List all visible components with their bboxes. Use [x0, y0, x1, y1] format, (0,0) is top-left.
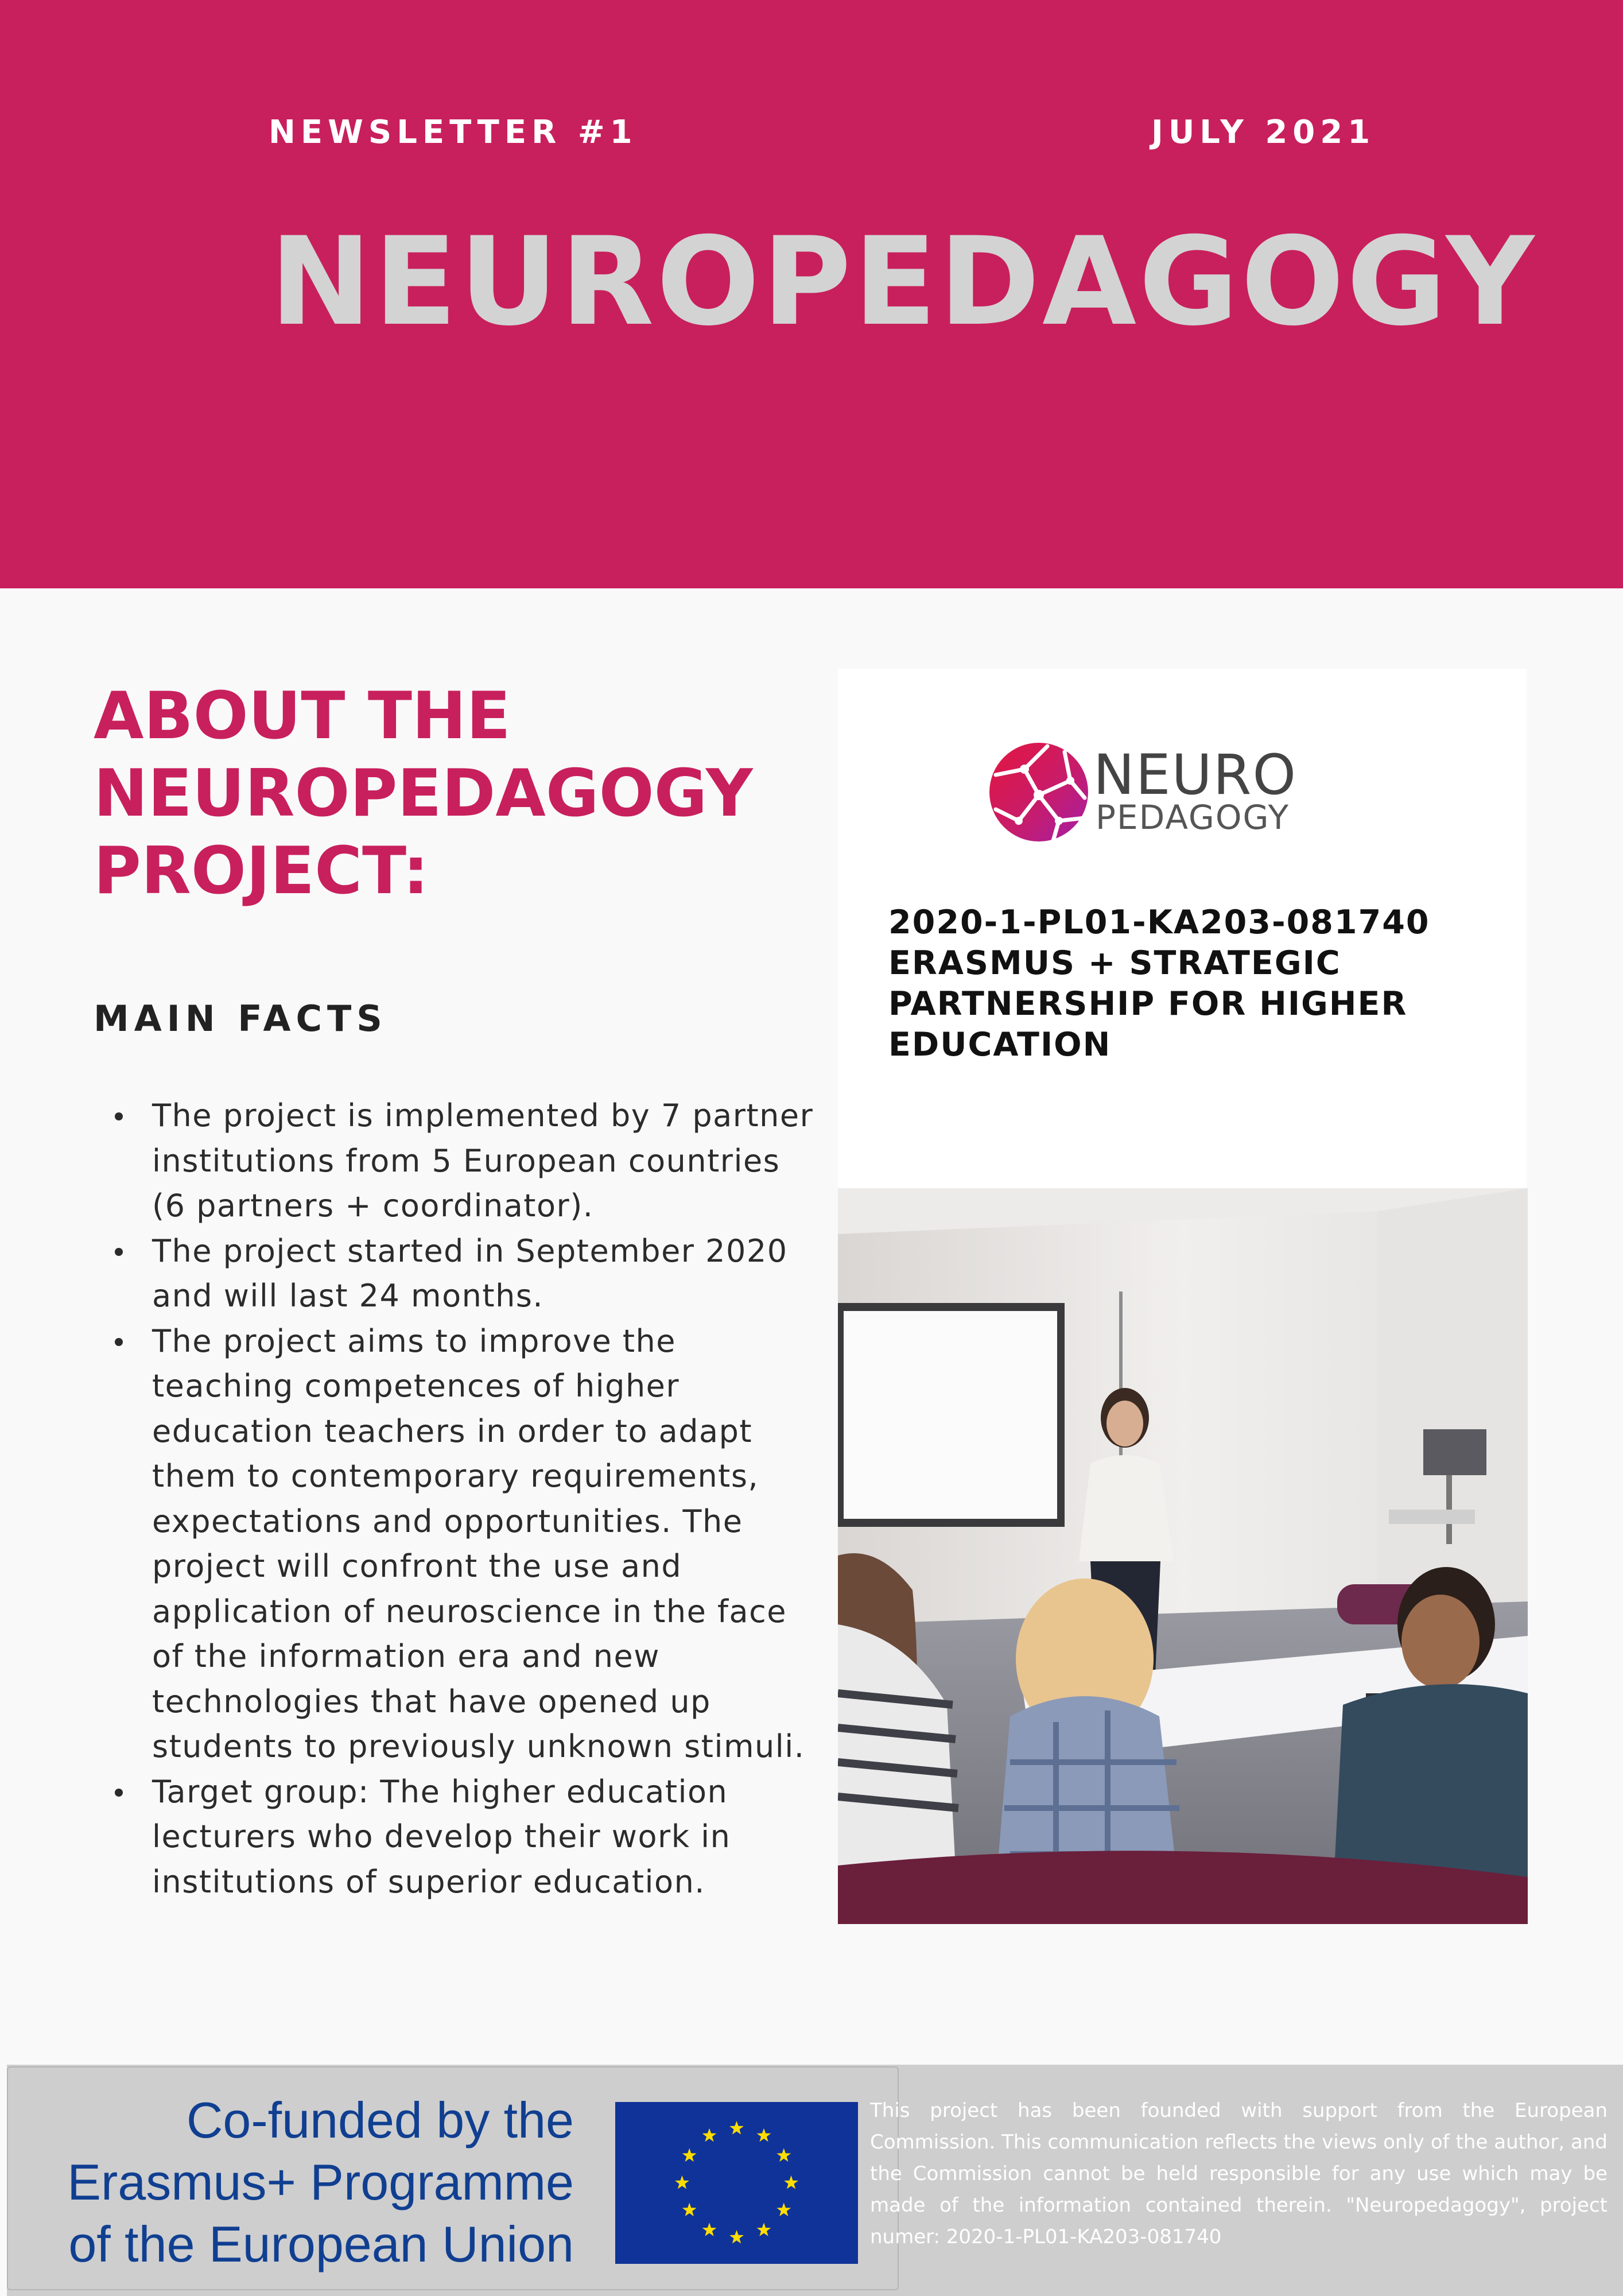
- disclaimer-text: This project has been founded with support from the European Commission. This communication reflects the views only of the author, and the Commission cannot be held responsible for any use which may be made of the information contained therein. "Neuropedagogy", project numer: 2020-1-PL01-KA203-081740: [870, 2099, 1608, 2248]
- main-facts-heading: MAIN FACTS: [94, 998, 387, 1040]
- main-facts-list: [115, 1093, 821, 1905]
- about-heading-line-2: NEUROPEDAGOGY: [94, 755, 753, 831]
- classroom-illustration: [838, 1188, 1528, 1924]
- page-title: NEUROPEDAGOGY: [270, 211, 1537, 352]
- logo-word-pedagogy: PEDAGOGY: [1096, 798, 1290, 837]
- fact-item: The project is implemented by 7 partner institutions from 5 European countries (6 partners + coordinator).: [115, 1093, 821, 1229]
- project-type-line-2: PARTNERSHIP FOR HIGHER: [888, 985, 1408, 1023]
- about-heading: [94, 677, 811, 910]
- classroom-photo: [838, 1188, 1528, 1924]
- neuron-cluster-icon: [984, 735, 1093, 850]
- project-number: 2020-1-PL01-KA203-081740: [888, 903, 1430, 941]
- newsletter-date: JULY 2021: [1151, 114, 1376, 151]
- cofunded-line-2: Erasmus+ Programme: [67, 2154, 574, 2210]
- fact-item: The project aims to improve the teaching competences of higher education teachers in order to adapt them to contemporary requirements, expectations and opportunities. The project will confront the use and application of neuroscience in the face of the information era and new technologies that have opened up students to previously unknown stimuli.: [115, 1319, 821, 1770]
- logo-word-neuro: NEURO: [1093, 743, 1297, 807]
- project-type-line-1: ERASMUS + STRATEGIC: [888, 944, 1341, 982]
- eu-flag-icon: [615, 2102, 858, 2264]
- neuropedagogy-logo: [984, 735, 1306, 850]
- fact-item: The project started in September 2020 and will last 24 months.: [115, 1229, 821, 1319]
- cofunded-line-3: of the European Union: [68, 2216, 574, 2272]
- newsletter-label: NEWSLETTER #1: [269, 114, 638, 151]
- fact-item: Target group: The higher education lecturers who develop their work in institutions of superior education.: [115, 1770, 821, 1905]
- project-type-line-3: EDUCATION: [888, 1026, 1112, 1064]
- about-heading-line-1: ABOUT THE: [94, 678, 511, 754]
- project-info-text: [888, 902, 1520, 1065]
- cofunded-text: [34, 2089, 574, 2275]
- cofunded-line-1: Co-funded by the: [186, 2092, 574, 2148]
- about-heading-line-3: PROJECT:: [94, 833, 429, 909]
